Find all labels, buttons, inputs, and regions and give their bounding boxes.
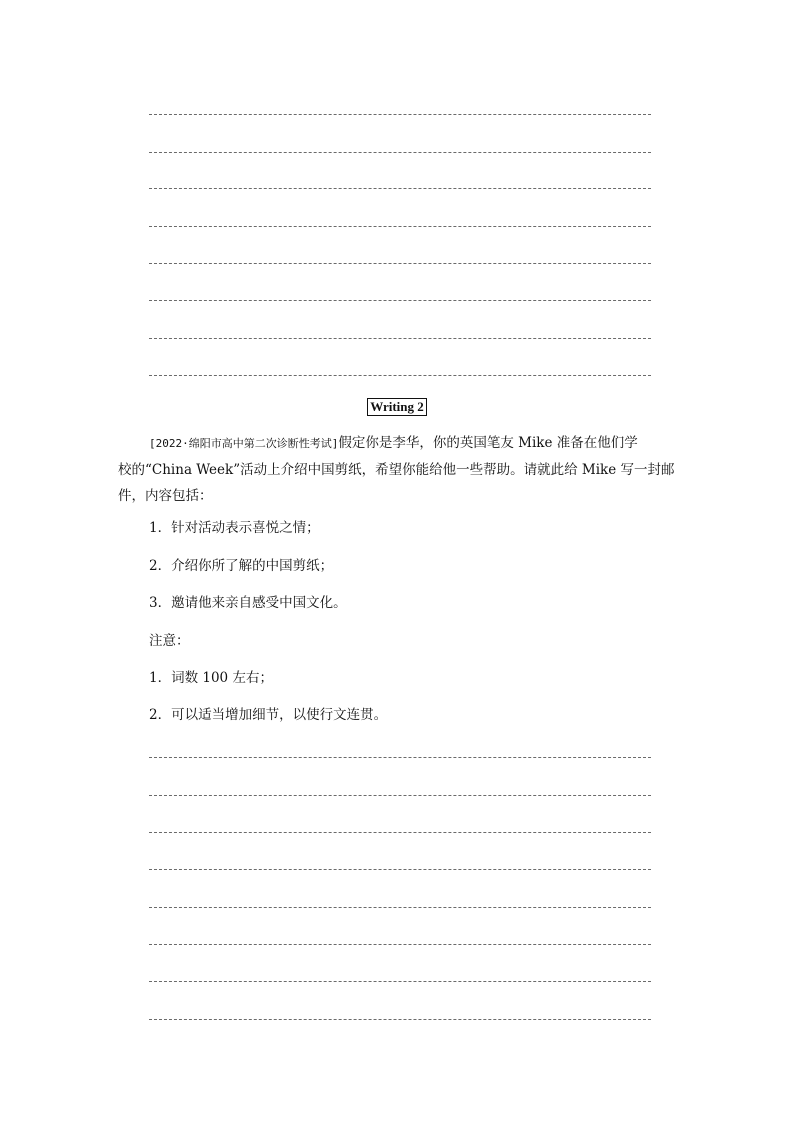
answer-line [149,152,651,153]
note-item-2: 2．可以适当增加细节，以使行文连贯。 [149,707,388,723]
answer-line [149,300,651,301]
prompt-line-1 [149,430,675,457]
notes-label: 注意： [149,633,190,649]
section-title [0,397,794,417]
answer-line [149,944,651,945]
answer-line [149,338,651,339]
prompt-line-3: 件，内容包括： [118,488,213,504]
answer-line [149,832,651,833]
answer-line [149,981,651,982]
answer-line [149,188,651,189]
prompt-paragraph [118,430,675,509]
answer-line [149,263,651,264]
note-item-1: 1．词数 100 左右； [149,670,273,686]
content-item-2: 2．介绍你所了解的中国剪纸； [149,558,334,574]
content-item-1: 1．针对活动表示喜悦之情； [149,520,320,536]
answer-line [149,757,651,758]
answer-line [149,869,651,870]
prompt-line-2: 校的“China Week”活动上介绍中国剪纸，希望你能给他一些帮助。请就此给 Mike 写一封邮 [118,462,675,478]
exam-source: [2022·绵阳市高中第二次诊断性考试] [149,437,339,450]
answer-line [149,114,651,115]
answer-line [149,907,651,908]
prompt-line1-text: 假定你是李华，你的英国笔友 Mike 准备在他们学 [338,435,638,451]
answer-line [149,226,651,227]
section-title-text: Writing 2 [367,398,427,416]
answer-line [149,1019,651,1020]
answer-line [149,375,651,376]
content-item-3: 3．邀请他来亲自感受中国文化。 [149,595,347,611]
answer-line [149,795,651,796]
